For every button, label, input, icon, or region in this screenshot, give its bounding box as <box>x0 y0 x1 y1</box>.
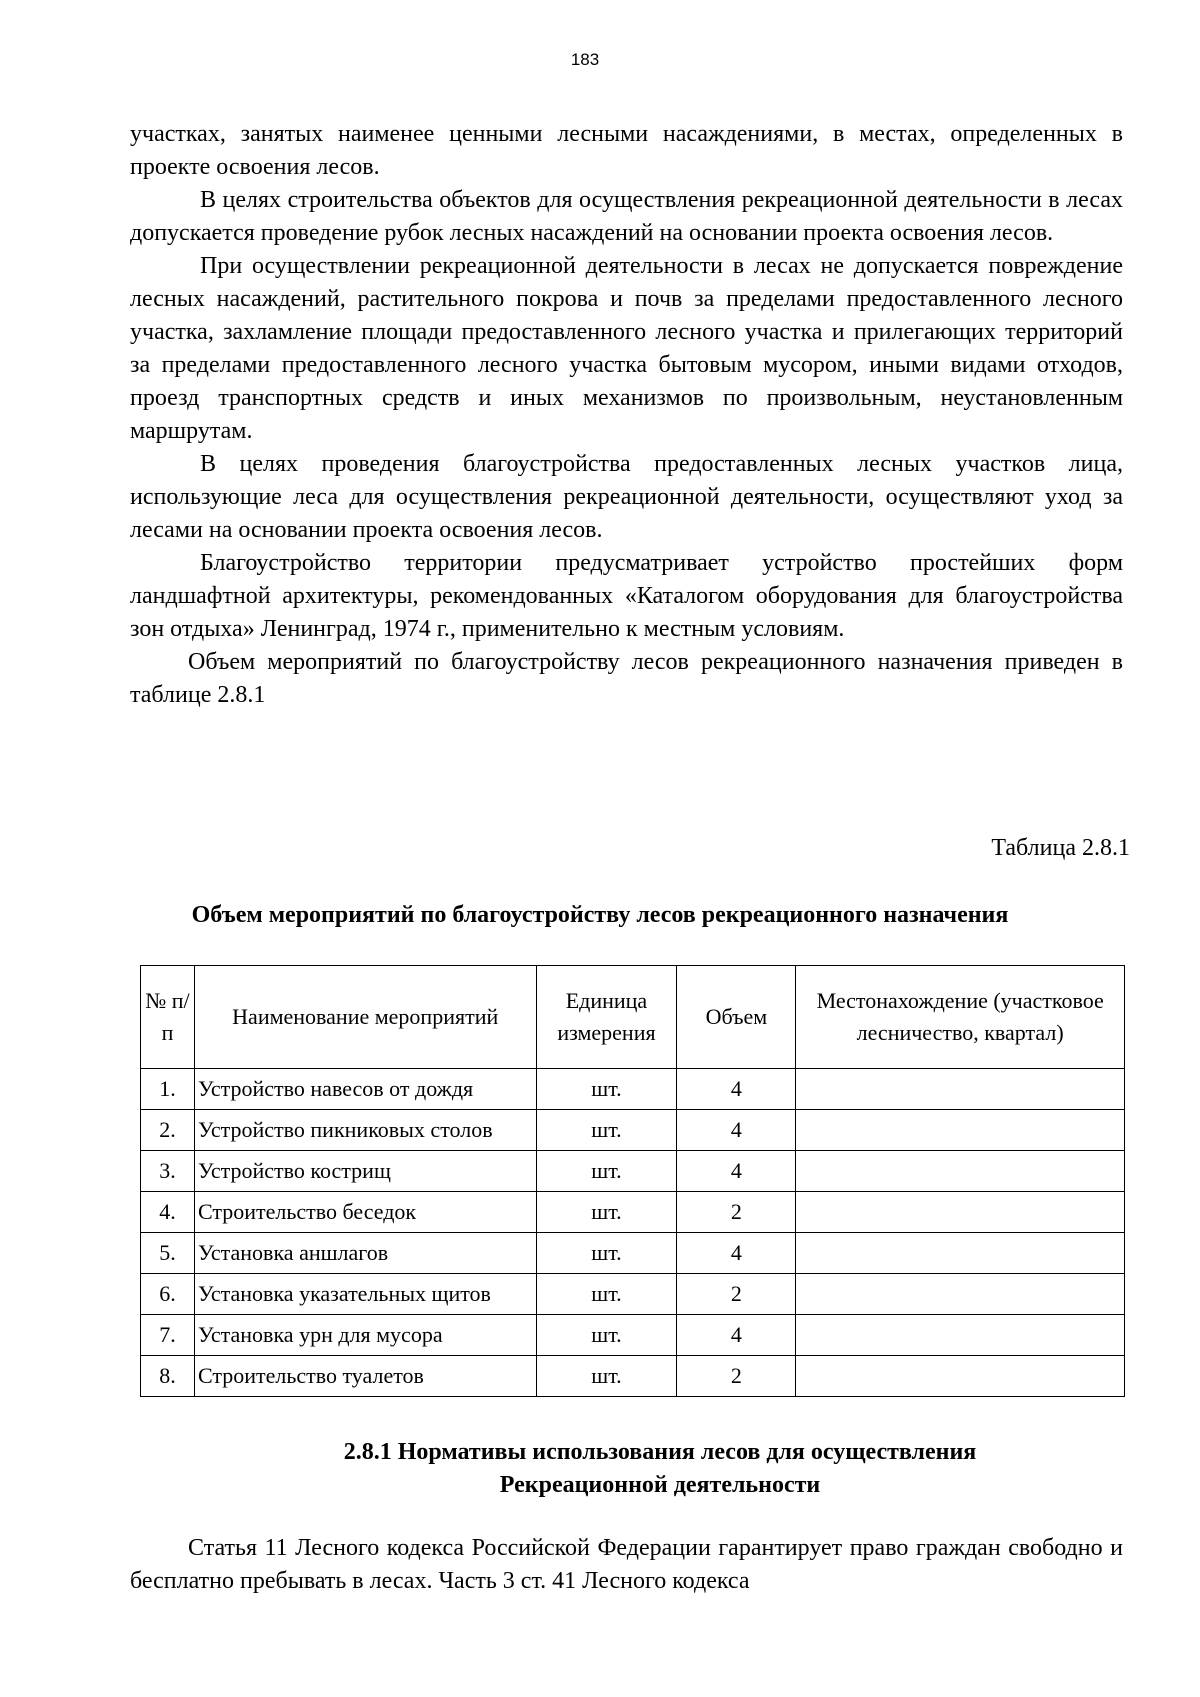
cell-volume: 4 <box>677 1110 796 1151</box>
header-location: Местонахождение (участковое лесничество, квартал) <box>796 966 1125 1069</box>
header-num: № п/п <box>141 966 195 1069</box>
measures-table <box>140 965 1125 1397</box>
cell-num: 8. <box>141 1356 195 1397</box>
cell-num: 7. <box>141 1315 195 1356</box>
cell-unit: шт. <box>536 1151 677 1192</box>
page-number: 183 <box>570 50 600 69</box>
cell-num: 6. <box>141 1274 195 1315</box>
cell-location <box>796 1356 1125 1397</box>
table-row <box>141 1192 1125 1233</box>
cell-location <box>796 1110 1125 1151</box>
cell-unit: шт. <box>536 1069 677 1110</box>
cell-name: Установка аншлагов <box>194 1233 536 1274</box>
paragraph: Благоустройство территории предусматривает устройство простейших форм ландшафтной архитектуры, рекомендованных «Каталогом оборудования для благоустройства зон отдыха» Ленинград, 1974 г., применительно к местным условиям. <box>130 550 1123 642</box>
cell-volume: 4 <box>677 1315 796 1356</box>
body-text <box>130 118 1123 712</box>
cell-name: Строительство туалетов <box>194 1356 536 1397</box>
cell-unit: шт. <box>536 1233 677 1274</box>
cell-unit: шт. <box>536 1315 677 1356</box>
paragraph: В целях строительства объектов для осуществления рекреационной деятельности в лесах допускается проведение рубок лесных насаждений на основании проекта освоения лесов. <box>130 187 1123 246</box>
header-unit: Единица измерения <box>536 966 677 1069</box>
table-header-row <box>141 966 1125 1069</box>
table-row <box>141 1069 1125 1110</box>
section-heading-line: Рекреационной деятельности <box>499 1472 821 1498</box>
cell-name: Установка указательных щитов <box>194 1274 536 1315</box>
section-heading-line: 2.8.1 Нормативы использования лесов для осуществления <box>343 1439 977 1465</box>
table-caption: Таблица 2.8.1 <box>991 835 1130 861</box>
cell-volume: 4 <box>677 1069 796 1110</box>
paragraph: Объем мероприятий по благоустройству лесов рекреационного назначения приведен в таблице 2.8.1 <box>130 649 1123 708</box>
table-row <box>141 1110 1125 1151</box>
cell-location <box>796 1192 1125 1233</box>
section-text <box>130 1532 1123 1598</box>
section-heading <box>180 1436 1140 1502</box>
paragraph: Статья 11 Лесного кодекса Российской Федерации гарантирует право граждан свободно и бесплатно пребывать в лесах. Часть 3 ст. 41 Лесного кодекса <box>130 1535 1123 1594</box>
paragraph: В целях проведения благоустройства предоставленных лесных участков лица, использующие леса для осуществления рекреационной деятельности, осуществляют уход за лесами на основании проекта освоения лесов. <box>130 451 1123 543</box>
cell-num: 1. <box>141 1069 195 1110</box>
cell-volume: 4 <box>677 1151 796 1192</box>
paragraph: участках, занятых наименее ценными лесными насаждениями, в местах, определенных в проекте освоения лесов. <box>130 121 1123 180</box>
cell-unit: шт. <box>536 1110 677 1151</box>
cell-num: 2. <box>141 1110 195 1151</box>
table-title: Объем мероприятий по благоустройству лесов рекреационного назначения <box>191 902 1009 928</box>
cell-location <box>796 1274 1125 1315</box>
cell-volume: 2 <box>677 1356 796 1397</box>
table-row <box>141 1151 1125 1192</box>
cell-unit: шт. <box>536 1192 677 1233</box>
cell-location <box>796 1151 1125 1192</box>
cell-unit: шт. <box>536 1356 677 1397</box>
table-row <box>141 1356 1125 1397</box>
cell-name: Устройство навесов от дождя <box>194 1069 536 1110</box>
cell-unit: шт. <box>536 1274 677 1315</box>
cell-name: Устройство кострищ <box>194 1151 536 1192</box>
cell-volume: 2 <box>677 1274 796 1315</box>
cell-volume: 4 <box>677 1233 796 1274</box>
header-name: Наименование мероприятий <box>194 966 536 1069</box>
cell-num: 4. <box>141 1192 195 1233</box>
paragraph: При осуществлении рекреационной деятельности в лесах не допускается повреждение лесных насаждений, растительного покрова и почв за пределами предоставленного лесного участка, захламление площади предоставленного лесного участка и прилегающих территорий за пределами предоставленного лесного участка бытовым мусором, иными видами отходов, проезд транспортных средств и иных механизмов по произвольным, неустановленным маршрутам. <box>130 253 1123 444</box>
header-volume: Объем <box>677 966 796 1069</box>
cell-num: 5. <box>141 1233 195 1274</box>
cell-num: 3. <box>141 1151 195 1192</box>
table-row <box>141 1315 1125 1356</box>
cell-name: Устройство пикниковых столов <box>194 1110 536 1151</box>
cell-volume: 2 <box>677 1192 796 1233</box>
table-row <box>141 1274 1125 1315</box>
cell-location <box>796 1069 1125 1110</box>
cell-location <box>796 1233 1125 1274</box>
cell-name: Установка урн для мусора <box>194 1315 536 1356</box>
table-row <box>141 1233 1125 1274</box>
cell-location <box>796 1315 1125 1356</box>
cell-name: Строительство беседок <box>194 1192 536 1233</box>
